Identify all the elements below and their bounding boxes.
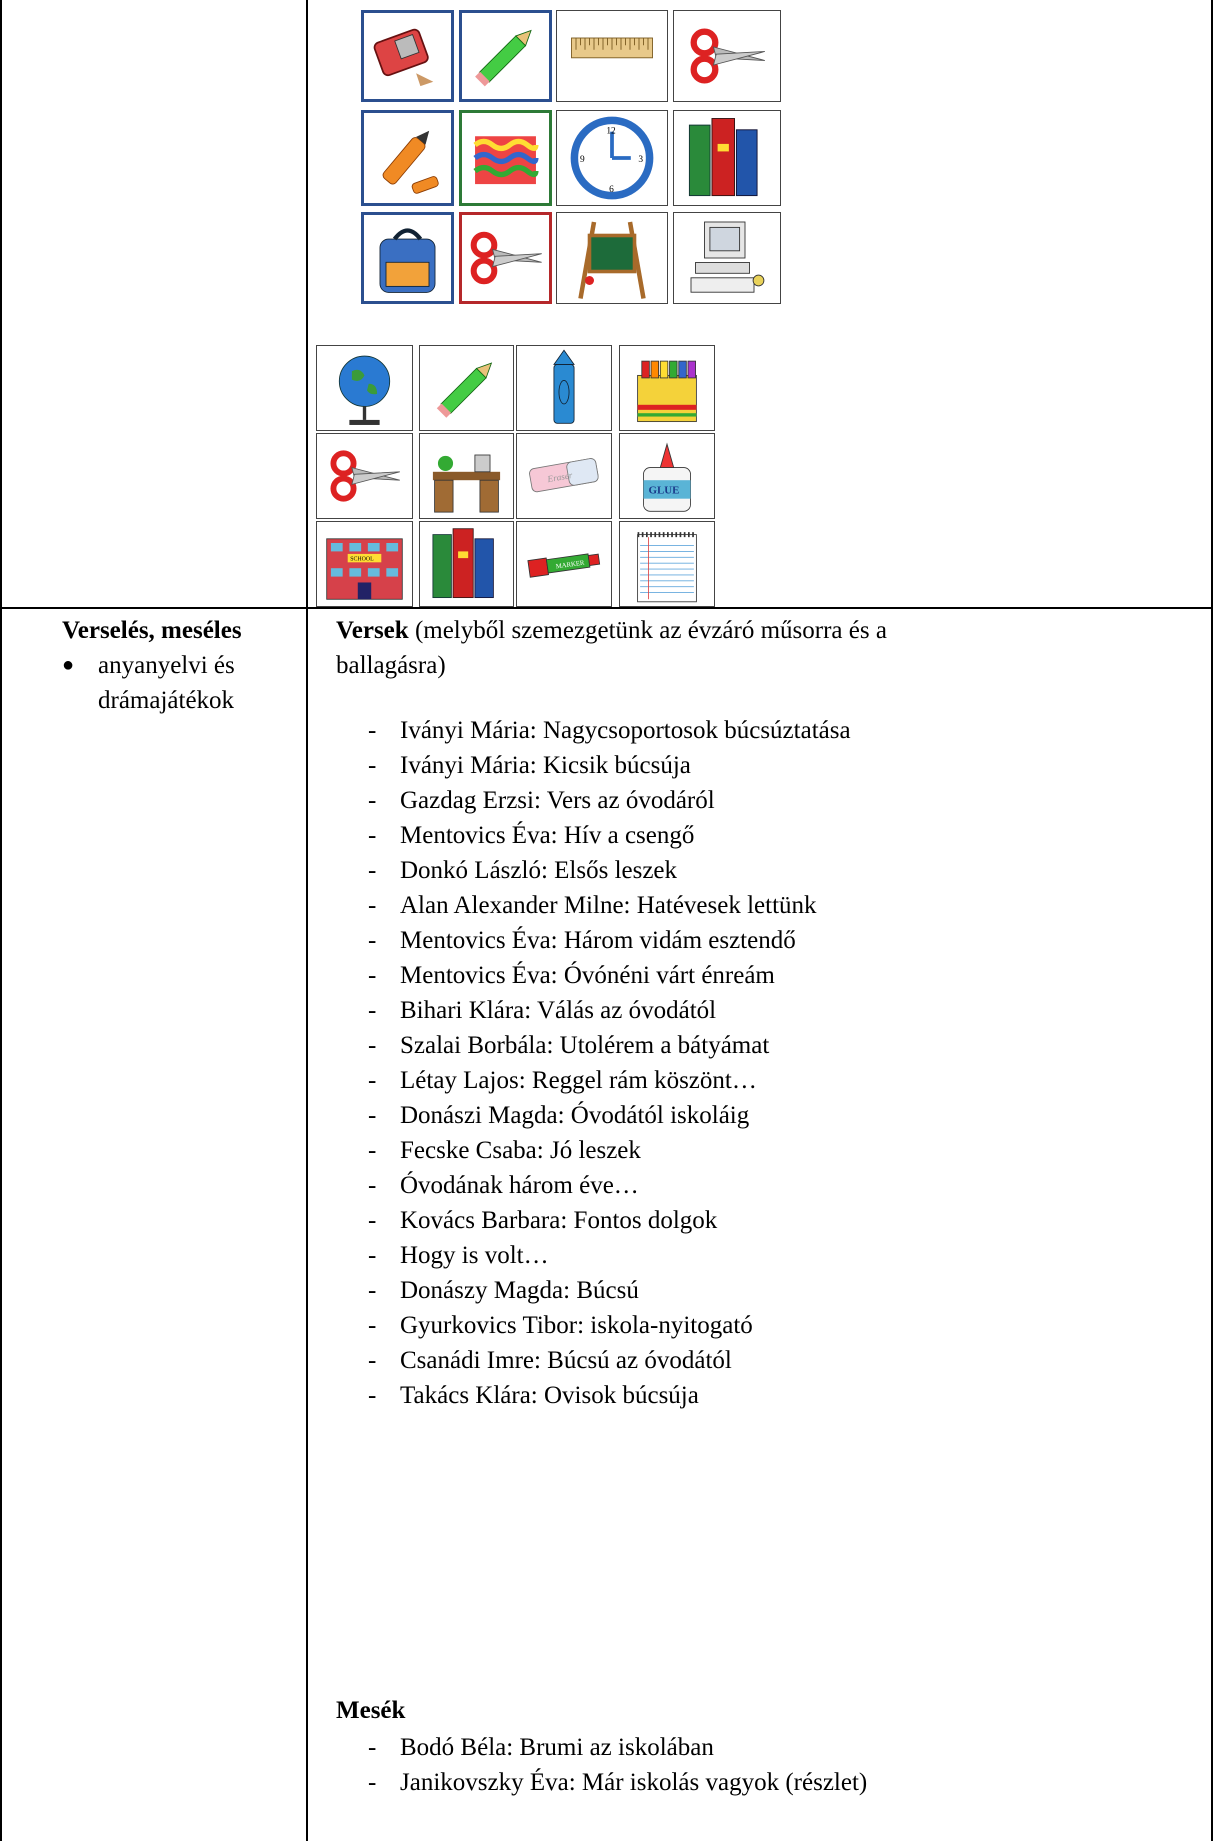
poem-item-text: Alan Alexander Milne: Hatévesek lettünk: [400, 892, 817, 919]
list-dash: -: [368, 1067, 377, 1094]
poem-item-text: Óvodának három éve…: [400, 1172, 639, 1199]
pencil-tile: [459, 10, 552, 102]
teacher-desk-tile: [419, 433, 514, 519]
poem-item-text: Kovács Barbara: Fontos dolgok: [400, 1207, 718, 1234]
poem-item: [368, 1203, 851, 1238]
table-column-divider: [306, 0, 308, 1841]
books-tile: [673, 110, 781, 206]
poem-item: [368, 1238, 851, 1273]
poems-heading-bold: Versek: [336, 617, 409, 644]
poems-heading: [336, 613, 887, 648]
list-dash: -: [368, 1207, 377, 1234]
notepad-icon: [620, 522, 714, 606]
poem-item-text: Takács Klára: Ovisok búcsúja: [400, 1382, 699, 1409]
clock-icon: [557, 111, 667, 205]
chalkboard-easel-icon: [557, 213, 667, 303]
tale-item: [368, 1765, 867, 1800]
clock-tile: [556, 110, 668, 206]
school-bag-icon: [364, 215, 451, 301]
crayon-tile: [516, 345, 612, 431]
list-dash: -: [368, 1769, 377, 1796]
books-icon: [420, 522, 513, 606]
poem-item-text: Mentovics Éva: Három vidám esztendő: [400, 927, 796, 954]
pencil-tile: [419, 345, 514, 431]
tale-list: [368, 1730, 867, 1800]
list-dash: -: [368, 1137, 377, 1164]
list-dash: -: [368, 892, 377, 919]
table-left-border: [0, 0, 2, 1841]
list-dash: -: [368, 857, 377, 884]
poem-item: [368, 1378, 851, 1413]
chalkboard-easel-tile: [556, 212, 668, 304]
poem-item-text: Mentovics Éva: Hív a csengő: [400, 822, 695, 849]
poem-item: [368, 748, 851, 783]
poem-item: [368, 1028, 851, 1063]
school-bag-tile: [361, 212, 454, 304]
list-dash: -: [368, 717, 377, 744]
svg-text:GLUE: GLUE: [648, 484, 680, 497]
pencil-sharpener-icon: [364, 13, 451, 99]
poem-item: [368, 993, 851, 1028]
glue-bottle-icon: [620, 434, 714, 518]
poem-item-text: Gazdag Erzsi: Vers az óvodáról: [400, 787, 715, 814]
bullet-dot: ●: [62, 654, 75, 676]
list-dash: -: [368, 1032, 377, 1059]
tale-item-text: Bodó Béla: Brumi az iskolában: [400, 1734, 714, 1761]
poem-item-text: Bihari Klára: Válás az óvodától: [400, 997, 717, 1024]
list-dash: -: [368, 1242, 377, 1269]
colored-paper-stack-tile: [459, 110, 552, 206]
list-dash: -: [368, 1382, 377, 1409]
poems-heading-line2: ballagásra): [336, 652, 446, 679]
school-building-tile: [316, 521, 413, 607]
computer-tile: [673, 212, 781, 304]
marker-pen-icon: [364, 113, 451, 203]
poem-item: [368, 958, 851, 993]
marker-tile: [516, 521, 612, 607]
poem-item: [368, 713, 851, 748]
crayon-box-tile: [619, 345, 715, 431]
list-dash: -: [368, 1102, 377, 1129]
ruler-icon: [557, 11, 667, 101]
poem-item-text: Szalai Borbála: Utolérem a bátyámat: [400, 1032, 770, 1059]
section-heading: Verselés, meséles: [62, 617, 242, 644]
poem-item: [368, 853, 851, 888]
poem-item: [368, 1273, 851, 1308]
marker-pen-tile: [361, 110, 454, 206]
svg-text:SCHOOL: SCHOOL: [350, 556, 374, 563]
poem-item-text: Iványi Mária: Kicsik búcsúja: [400, 752, 691, 779]
list-dash: -: [368, 752, 377, 779]
tale-item-text: Janikovszky Éva: Már iskolás vagyok (részlet): [400, 1769, 868, 1796]
svg-text:9: 9: [580, 154, 585, 165]
poem-item: [368, 888, 851, 923]
poem-item: [368, 1063, 851, 1098]
pencil-sharpener-tile: [361, 10, 454, 102]
poem-item-text: Gyurkovics Tibor: iskola-nyitogató: [400, 1312, 753, 1339]
list-dash: -: [368, 927, 377, 954]
tale-item: [368, 1730, 867, 1765]
globe-tile: [316, 345, 413, 431]
svg-text:12: 12: [606, 126, 616, 137]
list-dash: -: [368, 962, 377, 989]
marker-icon: [517, 522, 611, 606]
eraser-icon: [517, 434, 611, 518]
books-tile: [419, 521, 514, 607]
scissors-icon: [317, 434, 412, 518]
poem-item: [368, 1098, 851, 1133]
poem-item-text: Csanádi Imre: Búcsú az óvodától: [400, 1347, 732, 1374]
poem-item-text: Hogy is volt…: [400, 1242, 549, 1269]
poem-item: [368, 1308, 851, 1343]
poems-heading-rest: (melyből szemezgetünk az évzáró műsorra és a: [408, 617, 887, 644]
scissors-tile: [673, 10, 781, 102]
list-dash: -: [368, 1312, 377, 1339]
computer-icon: [674, 213, 780, 303]
table-row-divider: [0, 607, 1213, 609]
pencil-icon: [462, 13, 549, 99]
poem-item-text: Donászi Magda: Óvodától iskoláig: [400, 1102, 750, 1129]
school-building-icon: [317, 522, 412, 606]
glue-bottle-tile: [619, 433, 715, 519]
books-icon: [674, 111, 780, 205]
poem-item: [368, 818, 851, 853]
poem-item-text: Fecske Csaba: Jó leszek: [400, 1137, 641, 1164]
scissors-icon: [674, 11, 780, 101]
tales-heading: Mesék: [336, 1697, 406, 1724]
poem-item-text: Iványi Mária: Nagycsoportosok búcsúztatása: [400, 717, 851, 744]
list-dash: -: [368, 1734, 377, 1761]
scissors-tile: [316, 433, 413, 519]
scissors-tile: [459, 212, 552, 304]
globe-icon: [317, 346, 412, 430]
svg-text:MARKER: MARKER: [555, 559, 585, 571]
teacher-desk-icon: [420, 434, 513, 518]
list-dash: -: [368, 787, 377, 814]
poem-item-text: Mentovics Éva: Óvónéni várt énreám: [400, 962, 775, 989]
pencil-icon: [420, 346, 513, 430]
notepad-tile: [619, 521, 715, 607]
poem-item-text: Létay Lajos: Reggel rám köszönt…: [400, 1067, 757, 1094]
poem-item: [368, 1343, 851, 1378]
list-dash: -: [368, 1172, 377, 1199]
eraser-tile: [516, 433, 612, 519]
crayon-icon: [517, 346, 611, 430]
colored-paper-stack-icon: [462, 113, 549, 203]
svg-text:3: 3: [638, 154, 644, 165]
poem-list: [368, 713, 851, 1413]
ruler-tile: [556, 10, 668, 102]
list-dash: -: [368, 1277, 377, 1304]
crayon-box-icon: [620, 346, 714, 430]
svg-text:Eraser: Eraser: [546, 469, 574, 485]
poem-item-text: Donkó László: Elsős leszek: [400, 857, 678, 884]
poem-item-text: Donászy Magda: Búcsú: [400, 1277, 639, 1304]
svg-text:6: 6: [609, 184, 614, 195]
poem-item: [368, 1133, 851, 1168]
poem-item: [368, 783, 851, 818]
poem-item: [368, 1168, 851, 1203]
list-dash: -: [368, 822, 377, 849]
bullet-line-1: anyanyelvi és: [98, 652, 235, 679]
list-dash: -: [368, 997, 377, 1024]
scissors-icon: [462, 215, 549, 301]
bullet-line-2: drámajátékok: [98, 687, 235, 714]
poem-item: [368, 923, 851, 958]
list-dash: -: [368, 1347, 377, 1374]
